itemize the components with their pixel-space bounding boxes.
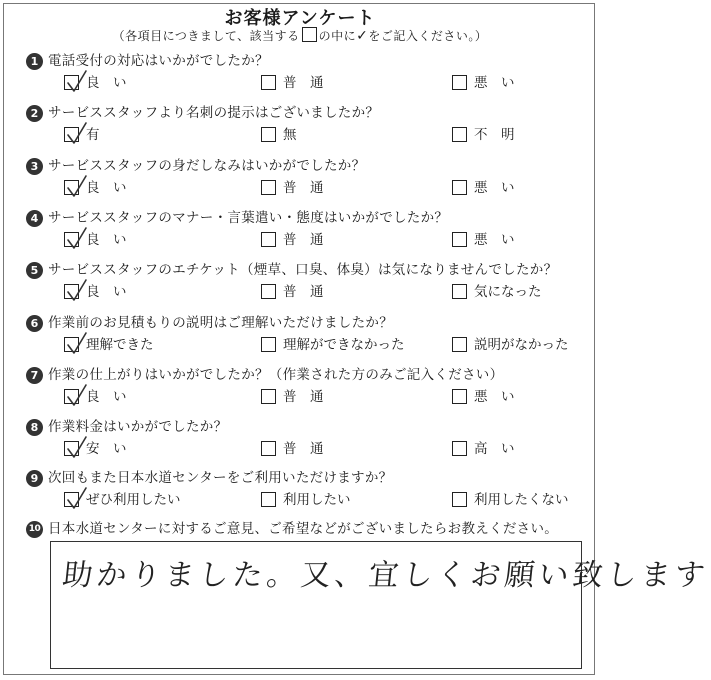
option-checkbox[interactable] [261, 127, 276, 142]
instructions-before: （各項目につきまして、該当する [112, 29, 300, 43]
option-label: 無 [283, 127, 297, 143]
option-checkbox[interactable] [64, 75, 79, 90]
option-checkbox[interactable] [452, 75, 467, 90]
option-checkbox[interactable] [452, 180, 467, 195]
question-text: 作業料金はいかがでしたか？ [48, 419, 228, 435]
option-label: 悪 い [474, 75, 515, 91]
option-checkbox[interactable] [452, 492, 467, 507]
option-checkbox[interactable] [261, 232, 276, 247]
question-text: 作業前のお見積もりの説明はご理解いただけましたか？ [48, 315, 393, 331]
question-6 [26, 315, 592, 367]
question-number: 5 [26, 262, 43, 279]
option-label: 普 通 [283, 232, 324, 248]
question-3 [26, 158, 592, 210]
question-text: サービススタッフの身だしなみはいかがでしたか？ [48, 158, 366, 174]
option-label: 悪 い [474, 180, 515, 196]
option-checkbox[interactable] [64, 337, 79, 352]
question-number: 6 [26, 315, 43, 332]
checkbox-sample-icon [302, 27, 317, 42]
comment-box[interactable] [50, 541, 711, 669]
question-text: 電話受付の対応はいかがでしたか？ [48, 53, 269, 69]
option-checkbox[interactable] [64, 180, 79, 195]
check-sample-icon: ✓ [356, 28, 369, 44]
question-text: 作業の仕上がりはいかがでしたか？（作業された方のみご記入ください） [48, 367, 504, 383]
option-label: 安 い [86, 441, 127, 457]
question-text: 日本水道センターに対するご意見、ご希望などがございましたらお教えください。 [48, 521, 559, 537]
question-number: 4 [26, 210, 43, 227]
question-8 [26, 419, 592, 471]
option-checkbox[interactable] [261, 389, 276, 404]
option-checkbox[interactable] [261, 75, 276, 90]
option-label: 良 い [86, 75, 127, 91]
question-number: 3 [26, 158, 43, 175]
question-2 [26, 105, 592, 157]
question-text: 次回もまた日本水道センターをご利用いただけますか？ [48, 470, 393, 486]
option-checkbox[interactable] [64, 284, 79, 299]
question-number: 2 [26, 105, 43, 122]
option-label: 良 い [86, 232, 127, 248]
option-label: 良 い [86, 284, 127, 300]
option-checkbox[interactable] [261, 180, 276, 195]
option-checkbox[interactable] [261, 284, 276, 299]
question-1 [26, 53, 592, 105]
question-7 [26, 367, 592, 419]
option-checkbox[interactable] [452, 284, 467, 299]
option-label: 良 い [86, 389, 127, 405]
option-label: 不 明 [474, 127, 515, 143]
option-checkbox[interactable] [261, 441, 276, 456]
option-label: 理解ができなかった [283, 337, 405, 353]
option-label: 普 通 [283, 180, 324, 196]
instructions-middle: の中に [318, 29, 357, 43]
survey-title: お客様アンケート [224, 8, 376, 29]
option-label: 利用したい [283, 492, 351, 508]
option-checkbox[interactable] [452, 389, 467, 404]
option-label: 理解できた [86, 337, 154, 353]
option-label: 利用したくない [474, 492, 569, 508]
instructions-after: をご記入ください。） [368, 29, 488, 43]
option-checkbox[interactable] [64, 232, 79, 247]
question-number: 9 [26, 470, 43, 487]
option-label: 普 通 [283, 389, 324, 405]
option-label: 高 い [474, 441, 515, 457]
option-label: 気になった [474, 284, 542, 300]
option-label: 良 い [86, 180, 127, 196]
option-checkbox[interactable] [452, 337, 467, 352]
option-label: ぜひ利用したい [86, 492, 181, 508]
option-checkbox[interactable] [261, 337, 276, 352]
question-text: サービススタッフのエチケット（煙草、口臭、体臭）は気になりませんでしたか？ [48, 262, 558, 278]
option-checkbox[interactable] [64, 441, 79, 456]
question-4 [26, 210, 592, 262]
question-number: 1 [26, 53, 43, 70]
option-label: 悪 い [474, 232, 515, 248]
question-9 [26, 470, 592, 522]
option-checkbox[interactable] [64, 127, 79, 142]
option-label: 有 [86, 127, 100, 143]
option-label: 普 通 [283, 284, 324, 300]
question-text: サービススタッフのマナー・言葉遣い・態度はいかがでしたか？ [48, 210, 449, 226]
instructions [0, 27, 600, 44]
option-checkbox[interactable] [261, 492, 276, 507]
option-checkbox[interactable] [452, 232, 467, 247]
question-text: サービススタッフより名刺の提示はございましたか？ [48, 105, 380, 121]
option-checkbox[interactable] [64, 389, 79, 404]
option-checkbox[interactable] [452, 127, 467, 142]
question-number: 8 [26, 419, 43, 436]
option-checkbox[interactable] [64, 492, 79, 507]
option-label: 悪 い [474, 389, 515, 405]
question-number: 10 [26, 521, 43, 538]
option-label: 普 通 [283, 75, 324, 91]
question-5 [26, 262, 592, 314]
option-checkbox[interactable] [452, 441, 467, 456]
question-number: 7 [26, 367, 43, 384]
handwritten-comment: 助かりました。又、宜しくお願い致します [60, 558, 711, 593]
option-label: 普 通 [283, 441, 324, 457]
option-label: 説明がなかった [474, 337, 569, 353]
